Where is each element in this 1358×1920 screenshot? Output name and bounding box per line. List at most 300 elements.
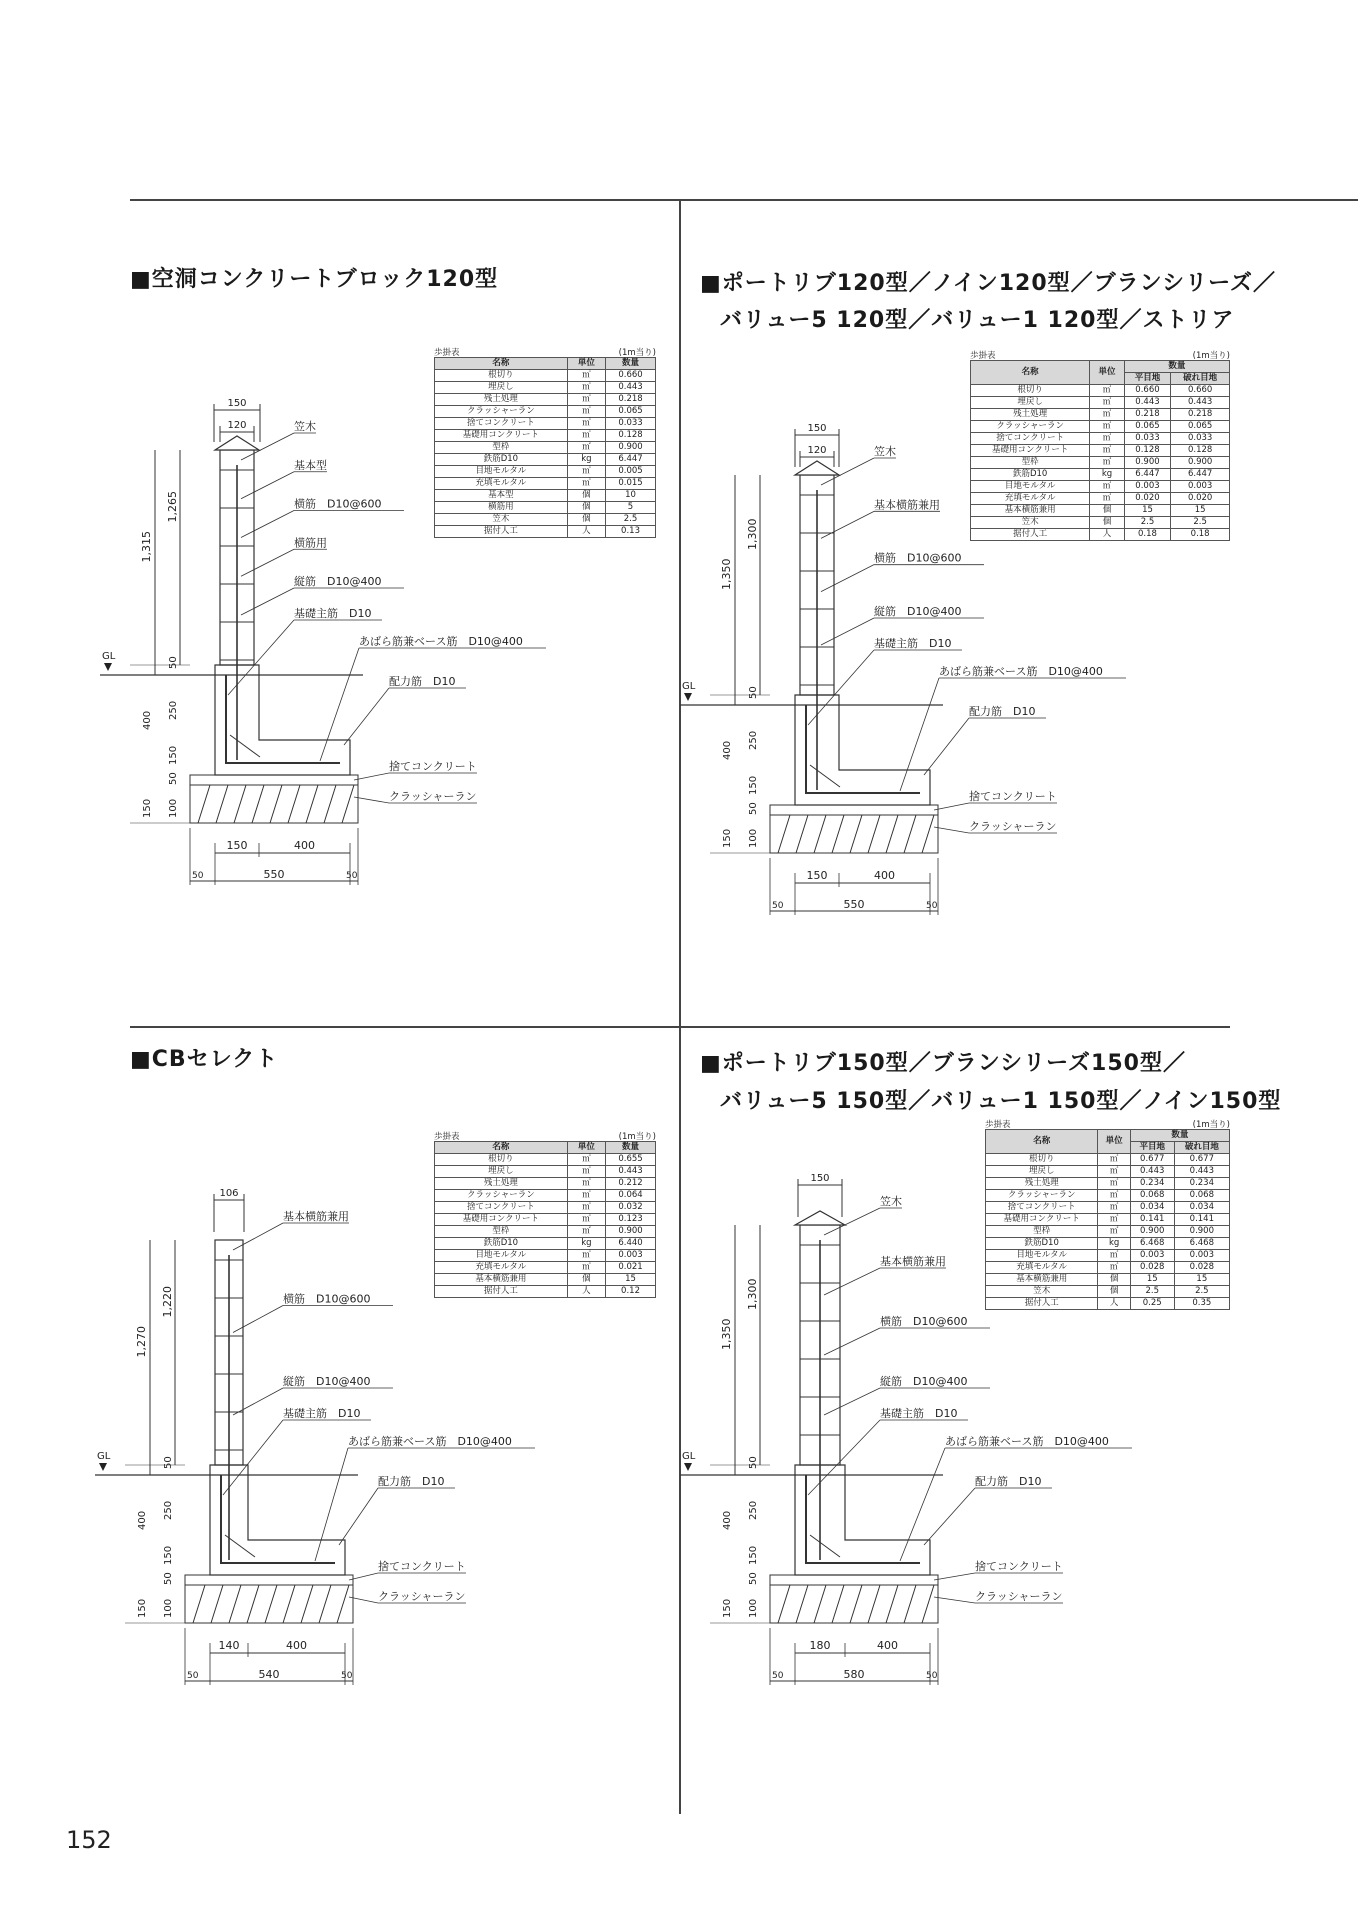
table-cell: 捨てコンクリート xyxy=(986,1202,1098,1214)
bottom-dimension: 400 xyxy=(874,869,895,882)
hatch xyxy=(810,765,840,787)
table-cell: 0.443 xyxy=(606,1166,656,1178)
leveling-concrete xyxy=(770,1575,938,1585)
coping-cap xyxy=(795,461,839,475)
crusher-hatch xyxy=(922,1585,934,1623)
left-dimension: 1,315 xyxy=(140,531,153,563)
table-cell: 15 xyxy=(1171,505,1230,517)
left-dimension: 100 xyxy=(748,828,759,848)
callout-label: 縦筋 D10@400 xyxy=(283,1375,371,1388)
crusher-hatch xyxy=(229,1585,241,1623)
table-cell: 埋戻し xyxy=(435,1166,568,1178)
top-dimension: 150 xyxy=(227,398,247,409)
footing xyxy=(795,695,930,805)
table-caption-text: 歩掛表 xyxy=(434,1132,460,1142)
callout-leader xyxy=(821,618,874,645)
table-header-cell: 単位 xyxy=(567,1142,605,1154)
table-cell: ㎥ xyxy=(567,478,605,490)
table-cell: 残土処理 xyxy=(435,394,568,406)
table-cell: 据付人工 xyxy=(435,526,568,538)
crusher-hatch xyxy=(306,785,318,823)
bottom-dimension: 50 xyxy=(926,1671,938,1681)
bottom-dimension: 50 xyxy=(346,871,358,881)
hatch xyxy=(230,735,260,757)
bottom-dimension: 400 xyxy=(294,839,315,852)
callout-label: あばら筋兼ベース筋 D10@400 xyxy=(945,1435,1109,1448)
table-header-cell: 破れ目地 xyxy=(1171,373,1230,385)
callout-label: クラッシャーラン xyxy=(378,1590,466,1603)
left-dimension: 250 xyxy=(168,700,179,720)
left-dimension: 250 xyxy=(748,730,759,750)
table-cell: 0.18 xyxy=(1171,529,1230,541)
crusher-run xyxy=(770,815,938,853)
table-cell: 0.033 xyxy=(606,418,656,430)
table-cell: 目地モルタル xyxy=(986,1250,1098,1262)
crusher-run xyxy=(185,1585,353,1623)
callout-leader xyxy=(223,1420,283,1495)
left-dimension: 50 xyxy=(168,656,179,669)
callout-leader xyxy=(233,1388,283,1415)
callout-label: あばら筋兼ベース筋 D10@400 xyxy=(348,1435,512,1448)
table-cell: 個 xyxy=(567,502,605,514)
footing xyxy=(210,1465,345,1575)
table-cell: ㎥ xyxy=(1098,1190,1130,1202)
table-cell: 0.123 xyxy=(606,1214,656,1226)
left-dimension: 1,300 xyxy=(746,518,759,550)
table-cell: 0.020 xyxy=(1171,493,1230,505)
table-header-cell: 平目地 xyxy=(1130,1142,1174,1154)
table-cell: 0.128 xyxy=(606,430,656,442)
bottom-dimension: 50 xyxy=(772,901,784,911)
table-cell: 0.065 xyxy=(606,406,656,418)
table-cell: 人 xyxy=(1098,1298,1130,1310)
left-dimension: 150 xyxy=(722,1598,733,1618)
bottom-dimension: 540 xyxy=(258,1668,280,1681)
table-header-cell: 名称 xyxy=(435,1142,568,1154)
table-cell: kg xyxy=(1090,469,1124,481)
callout-leader xyxy=(934,1597,975,1603)
table-cell: 目地モルタル xyxy=(435,466,568,478)
table-cell: 0.033 xyxy=(1171,433,1230,445)
table-cell: 0.003 xyxy=(1174,1250,1229,1262)
table-cell: 個 xyxy=(1098,1274,1130,1286)
crusher-run xyxy=(770,1585,938,1623)
callout-label: 笠木 xyxy=(880,1195,902,1208)
crusher-hatch xyxy=(247,1585,259,1623)
table-cell: 基本横筋兼用 xyxy=(971,505,1090,517)
table-cell: ㎡ xyxy=(567,1226,605,1238)
crusher-hatch xyxy=(283,1585,295,1623)
table-cell: 目地モルタル xyxy=(435,1250,568,1262)
left-dimension: 400 xyxy=(142,710,153,730)
callout-leader xyxy=(233,1223,283,1250)
callout-leader xyxy=(900,678,939,791)
section-title: ■ポートリブ120型／ノイン120型／ブランシリーズ／ xyxy=(700,271,1277,296)
callout-label: 基礎主筋 D10 xyxy=(880,1407,958,1420)
left-dimension: 400 xyxy=(722,1510,733,1530)
table-cell: 5 xyxy=(606,502,656,514)
table-cell: 0.028 xyxy=(1130,1262,1174,1274)
table-cell: 人 xyxy=(1090,529,1124,541)
crusher-hatch xyxy=(252,785,264,823)
table-cell: 0.12 xyxy=(606,1286,656,1298)
table-cell: 埋戻し xyxy=(971,397,1090,409)
table-cell: 0.218 xyxy=(1171,409,1230,421)
table-cell: 充填モルタル xyxy=(435,478,568,490)
table-cell: ㎥ xyxy=(1090,481,1124,493)
table-cell: 0.020 xyxy=(1124,493,1171,505)
top-dimension: 120 xyxy=(227,420,247,431)
callout-label: 横筋 D10@600 xyxy=(874,551,962,565)
callout-leader xyxy=(344,688,389,745)
table-cell: 型枠 xyxy=(435,442,568,454)
table-cell: 0.660 xyxy=(1171,385,1230,397)
table-cell: 横筋用 xyxy=(435,502,568,514)
bottom-dimension: 50 xyxy=(341,1671,353,1681)
coping-cap xyxy=(215,436,259,450)
leveling-concrete xyxy=(190,775,358,785)
crusher-hatch xyxy=(886,815,898,853)
callout-leader xyxy=(241,472,294,499)
table-cell: 15 xyxy=(1124,505,1171,517)
crusher-hatch xyxy=(814,1585,826,1623)
table-unit: (1m当り) xyxy=(1192,1120,1230,1130)
left-dimension: 100 xyxy=(163,1598,174,1618)
callout-label: クラッシャーラン xyxy=(975,1590,1063,1603)
table-cell: 笠木 xyxy=(986,1286,1098,1298)
base-rebar xyxy=(226,675,340,763)
table-cell: 鉄筋D10 xyxy=(971,469,1090,481)
table-cell: 0.660 xyxy=(1124,385,1171,397)
table-cell: 2.5 xyxy=(1130,1286,1174,1298)
crusher-hatch xyxy=(904,815,916,853)
table-header-row xyxy=(971,361,1230,373)
table-cell: ㎥ xyxy=(567,370,605,382)
table-cell: 0.443 xyxy=(1124,397,1171,409)
table-cell: 残土処理 xyxy=(986,1178,1098,1190)
table-header-cell: 名称 xyxy=(435,358,568,370)
table-cell: 0.655 xyxy=(606,1154,656,1166)
top-rule xyxy=(130,199,1358,201)
callout-label: 基本横筋兼用 xyxy=(874,498,940,512)
table-cell: 埋戻し xyxy=(986,1166,1098,1178)
section-title: ■CBセレクト xyxy=(130,1047,279,1072)
crusher-hatch xyxy=(778,1585,790,1623)
table-cell: 0.900 xyxy=(1174,1226,1229,1238)
crusher-hatch xyxy=(850,815,862,853)
table-cell: ㎥ xyxy=(567,466,605,478)
left-dimension: 1,220 xyxy=(161,1286,174,1318)
table-cell: 0.443 xyxy=(1171,397,1230,409)
callout-leader xyxy=(821,565,874,592)
table-cell: ㎥ xyxy=(567,1262,605,1274)
callout-leader xyxy=(241,588,294,615)
table-unit: (1m当り) xyxy=(618,1132,656,1142)
top-dimension: 150 xyxy=(807,423,827,434)
table-cell: 6.440 xyxy=(606,1238,656,1250)
table-cell: 0.443 xyxy=(1130,1166,1174,1178)
table-cell: 15 xyxy=(1130,1274,1174,1286)
left-dimension: 150 xyxy=(748,1545,759,1565)
column-divider xyxy=(679,199,681,1814)
left-dimension: 250 xyxy=(748,1500,759,1520)
footing xyxy=(215,665,350,775)
table-cell: 2.5 xyxy=(1174,1286,1229,1298)
table-cell: ㎡ xyxy=(1090,457,1124,469)
table-cell: 0.003 xyxy=(1130,1250,1174,1262)
bottom-dimension: 550 xyxy=(843,898,865,911)
table-cell: 6.468 xyxy=(1130,1238,1174,1250)
table-header-cell: 数量 xyxy=(1130,1130,1229,1142)
crusher-hatch xyxy=(796,1585,808,1623)
table-cell: 基礎用コンクリート xyxy=(971,445,1090,457)
table-cell: 残土処理 xyxy=(435,1178,568,1190)
callout-leader xyxy=(934,1573,975,1580)
hatch xyxy=(810,1535,840,1557)
table-header-cell: 数量 xyxy=(606,1142,656,1154)
crusher-hatch xyxy=(886,1585,898,1623)
bottom-dimension: 550 xyxy=(263,868,285,881)
crusher-hatch xyxy=(265,1585,277,1623)
bottom-dimension: 140 xyxy=(218,1639,240,1652)
footing xyxy=(795,1465,930,1575)
callout-label: 配力筋 D10 xyxy=(378,1475,445,1488)
callout-leader xyxy=(228,620,294,695)
left-dimension: 100 xyxy=(748,1598,759,1618)
crusher-hatch xyxy=(814,815,826,853)
callout-leader xyxy=(241,511,294,538)
page-number: 152 xyxy=(66,1826,112,1854)
gl-label: GL xyxy=(682,1451,696,1462)
table-cell: 0.900 xyxy=(1171,457,1230,469)
table-cell: 6.447 xyxy=(1171,469,1230,481)
left-dimension: 150 xyxy=(748,775,759,795)
table-cell: 10 xyxy=(606,490,656,502)
left-dimension: 1,270 xyxy=(135,1326,148,1358)
table-cell: ㎥ xyxy=(1098,1178,1130,1190)
table-cell: 0.028 xyxy=(1174,1262,1229,1274)
callout-label: 捨てコンクリート xyxy=(969,790,1057,803)
table-cell: 0.900 xyxy=(606,442,656,454)
table-cell: ㎡ xyxy=(1098,1226,1130,1238)
table-cell: 0.212 xyxy=(606,1178,656,1190)
crusher-hatch xyxy=(796,815,808,853)
section-title: バリュー5 120型／バリュー1 120型／ストリア xyxy=(720,308,1235,333)
table-cell: 鉄筋D10 xyxy=(435,454,568,466)
bottom-dimension: 180 xyxy=(809,1639,831,1652)
callout-label: 基礎主筋 D10 xyxy=(283,1407,361,1420)
left-dimension: 50 xyxy=(748,1456,759,1469)
table-cell: 0.25 xyxy=(1130,1298,1174,1310)
table-cell: 0.35 xyxy=(1174,1298,1229,1310)
callout-label: クラッシャーラン xyxy=(969,820,1057,833)
table-cell: 個 xyxy=(1090,505,1124,517)
table-cell: 0.13 xyxy=(606,526,656,538)
top-dimension: 120 xyxy=(807,445,827,456)
table-cell: 0.443 xyxy=(1174,1166,1229,1178)
crusher-hatch xyxy=(778,815,790,853)
table-cell: ㎥ xyxy=(1098,1166,1130,1178)
table-cell: 0.021 xyxy=(606,1262,656,1274)
leveling-concrete xyxy=(185,1575,353,1585)
crusher-hatch xyxy=(270,785,282,823)
table-cell: ㎥ xyxy=(567,430,605,442)
gl-marker xyxy=(684,693,692,701)
callout-label: 縦筋 D10@400 xyxy=(294,575,382,588)
table-cell: クラッシャーラン xyxy=(971,421,1090,433)
table-unit: (1m当り) xyxy=(1192,351,1230,361)
section-title: ■空洞コンクリートブロック120型 xyxy=(130,267,499,292)
callout-leader xyxy=(924,1488,975,1545)
table-cell: kg xyxy=(567,454,605,466)
table-cell: 根切り xyxy=(435,370,568,382)
table-cell: 基本型 xyxy=(435,490,568,502)
table-cell: 2.5 xyxy=(1171,517,1230,529)
crusher-hatch xyxy=(832,1585,844,1623)
table-cell: 捨てコンクリート xyxy=(971,433,1090,445)
table-cell: 笠木 xyxy=(435,514,568,526)
crusher-hatch xyxy=(193,1585,205,1623)
section-title: ■ポートリブ150型／ブランシリーズ150型／ xyxy=(700,1051,1186,1076)
bottom-dimension: 50 xyxy=(772,1671,784,1681)
left-dimension: 1,350 xyxy=(720,1318,733,1350)
left-dimension: 1,300 xyxy=(746,1278,759,1310)
callout-leader xyxy=(934,827,969,833)
table-cell: 基本横筋兼用 xyxy=(435,1274,568,1286)
table-cell: 6.468 xyxy=(1174,1238,1229,1250)
table-caption-text: 歩掛表 xyxy=(970,351,996,361)
table-cell: ㎥ xyxy=(567,394,605,406)
gl-marker xyxy=(99,1463,107,1471)
callout-leader xyxy=(339,1488,378,1545)
bottom-dimension: 580 xyxy=(843,1668,865,1681)
table-header-cell: 単位 xyxy=(567,358,605,370)
table-cell: 0.005 xyxy=(606,466,656,478)
callout-label: 捨てコンクリート xyxy=(975,1560,1063,1573)
table-cell: ㎥ xyxy=(1098,1250,1130,1262)
table-cell: 型枠 xyxy=(435,1226,568,1238)
callout-label: 横筋 D10@600 xyxy=(880,1315,968,1328)
crusher-hatch xyxy=(868,815,880,853)
crusher-hatch xyxy=(324,785,336,823)
callout-label: 基本型 xyxy=(294,458,327,472)
bottom-dimension: 150 xyxy=(806,869,828,882)
table-cell: 鉄筋D10 xyxy=(435,1238,568,1250)
table-cell: 0.003 xyxy=(606,1250,656,1262)
table-cell: 0.141 xyxy=(1174,1214,1229,1226)
table-cell: 据付人工 xyxy=(986,1298,1098,1310)
crusher-hatch xyxy=(319,1585,331,1623)
top-dimension: 106 xyxy=(219,1188,239,1199)
crusher-hatch xyxy=(216,785,228,823)
callout-label: 縦筋 D10@400 xyxy=(880,1375,968,1388)
table-cell: 0.443 xyxy=(606,382,656,394)
crusher-hatch xyxy=(198,785,210,823)
table-cell: 0.034 xyxy=(1130,1202,1174,1214)
crusher-hatch xyxy=(342,785,354,823)
crusher-hatch xyxy=(337,1585,349,1623)
left-dimension: 1,265 xyxy=(166,491,179,523)
table-cell: 0.128 xyxy=(1171,445,1230,457)
table-cell: 充填モルタル xyxy=(971,493,1090,505)
bottom-dimension: 400 xyxy=(286,1639,307,1652)
callout-label: 基本横筋兼用 xyxy=(283,1210,349,1223)
table-cell: 0.065 xyxy=(1124,421,1171,433)
table-cell: 0.234 xyxy=(1130,1178,1174,1190)
table-header-cell: 数量 xyxy=(1124,361,1229,373)
table-cell: 15 xyxy=(606,1274,656,1286)
table-cell: ㎥ xyxy=(1090,433,1124,445)
left-dimension: 1,350 xyxy=(720,558,733,590)
table-caption-text: 歩掛表 xyxy=(985,1120,1011,1130)
table-cell: クラッシャーラン xyxy=(435,406,568,418)
table-cell: 6.447 xyxy=(1124,469,1171,481)
callout-leader xyxy=(808,650,874,725)
bottom-dimension: 50 xyxy=(187,1671,199,1681)
table-cell: 0.034 xyxy=(1174,1202,1229,1214)
callout-label: あばら筋兼ベース筋 D10@400 xyxy=(359,635,523,648)
table-cell: 0.003 xyxy=(1171,481,1230,493)
left-dimension: 250 xyxy=(163,1500,174,1520)
table-cell: 鉄筋D10 xyxy=(986,1238,1098,1250)
table-cell: 充填モルタル xyxy=(435,1262,568,1274)
crusher-hatch xyxy=(288,785,300,823)
table-header-cell: 名称 xyxy=(971,361,1090,385)
table-cell: 0.218 xyxy=(1124,409,1171,421)
gl-label: GL xyxy=(102,651,116,662)
table-cell: 捨てコンクリート xyxy=(435,1202,568,1214)
table-cell: 6.447 xyxy=(606,454,656,466)
section-drawing xyxy=(97,1140,555,1780)
table-cell: ㎥ xyxy=(567,382,605,394)
crusher-hatch xyxy=(904,1585,916,1623)
section-drawing xyxy=(682,1140,1140,1780)
table-cell: 基礎用コンクリート xyxy=(986,1214,1098,1226)
callout-leader xyxy=(900,1448,945,1561)
table-cell: 0.064 xyxy=(606,1190,656,1202)
left-dimension: 50 xyxy=(163,1456,174,1469)
section-title: バリュー5 150型／バリュー1 150型／ノイン150型 xyxy=(720,1089,1282,1114)
callout-label: 笠木 xyxy=(874,445,896,458)
bottom-dimension: 50 xyxy=(926,901,938,911)
gl-marker xyxy=(104,663,112,671)
section-drawing xyxy=(102,340,560,990)
crusher-hatch xyxy=(832,815,844,853)
table-cell: 0.18 xyxy=(1124,529,1171,541)
table-cell: ㎥ xyxy=(1098,1262,1130,1274)
left-dimension: 100 xyxy=(168,798,179,818)
table-cell: ㎥ xyxy=(1090,445,1124,457)
table-header-cell: 数量 xyxy=(606,358,656,370)
callout-label: 基礎主筋 D10 xyxy=(874,637,952,650)
table-cell: 据付人工 xyxy=(971,529,1090,541)
table-cell: 0.003 xyxy=(1124,481,1171,493)
table-cell: 個 xyxy=(567,514,605,526)
left-dimension: 150 xyxy=(137,1598,148,1618)
table-cell: 15 xyxy=(1174,1274,1229,1286)
table-cell: ㎥ xyxy=(567,1154,605,1166)
callout-label: 基本横筋兼用 xyxy=(880,1255,946,1268)
left-dimension: 150 xyxy=(163,1545,174,1565)
left-dimension: 50 xyxy=(748,686,759,699)
callout-leader xyxy=(934,803,969,810)
crusher-hatch xyxy=(850,1585,862,1623)
table-cell: ㎥ xyxy=(567,406,605,418)
table-cell: 0.128 xyxy=(1124,445,1171,457)
callout-leader xyxy=(808,1420,880,1495)
table-cell: ㎥ xyxy=(1098,1214,1130,1226)
table-header-cell: 単位 xyxy=(1098,1130,1130,1154)
